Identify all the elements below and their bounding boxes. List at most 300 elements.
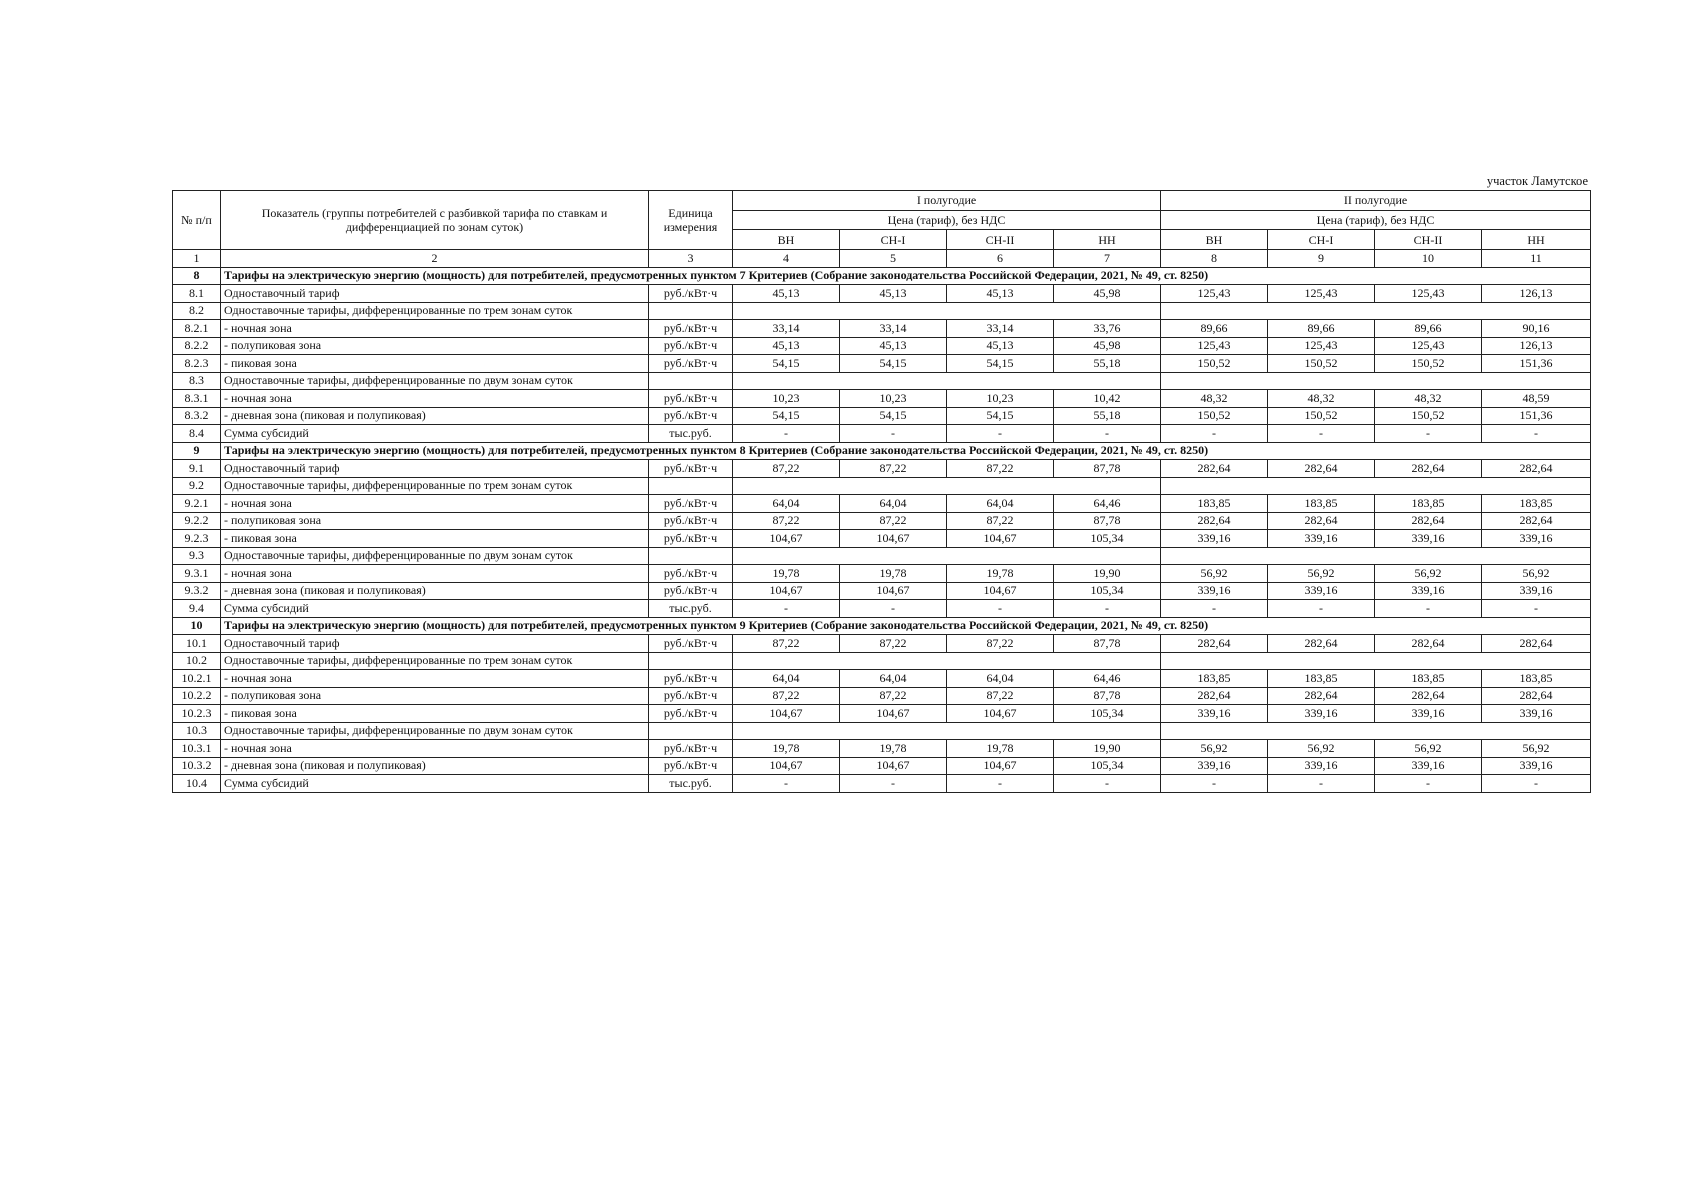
indicator-name: - ночная зона xyxy=(221,565,649,583)
unit-cell: руб./кВт·ч xyxy=(649,530,733,548)
tariff-value: 104,67 xyxy=(733,757,840,775)
column-number: 10 xyxy=(1375,250,1482,268)
empty-cell xyxy=(733,722,1161,740)
tariff-value: 89,66 xyxy=(1268,320,1375,338)
tariff-value: 56,92 xyxy=(1161,565,1268,583)
group-row xyxy=(173,547,1591,565)
row-number: 8.3.2 xyxy=(173,407,221,425)
section-title: Тарифы на электрическую энергию (мощность) для потребителей, предусмотренных пунктом 8 Критериев (Собрание законодательства Российской Федерации, 2021, № 49, ст. 8250) xyxy=(221,442,1591,460)
row-number: 8.2.2 xyxy=(173,337,221,355)
column-number: 11 xyxy=(1482,250,1591,268)
tariff-value: 105,34 xyxy=(1054,757,1161,775)
tariff-value: 282,64 xyxy=(1161,687,1268,705)
unit-cell: руб./кВт·ч xyxy=(649,757,733,775)
tariff-value: 282,64 xyxy=(1268,687,1375,705)
tariff-value: 45,13 xyxy=(947,285,1054,303)
tariff-value: 183,85 xyxy=(1161,495,1268,513)
tariff-value: 104,67 xyxy=(840,757,947,775)
indicator-name: - пиковая зона xyxy=(221,705,649,723)
header-indicator: Показатель (группы потребителей с разбивкой тарифа по ставкам и дифференциацией по зонам суток) xyxy=(221,191,649,250)
header-level-vn-1: ВН xyxy=(733,230,840,250)
tariff-value: 56,92 xyxy=(1375,565,1482,583)
indicator-name: Одноставочный тариф xyxy=(221,460,649,478)
tariff-value: 105,34 xyxy=(1054,705,1161,723)
indicator-name: Сумма субсидий xyxy=(221,425,649,443)
tariff-value: 282,64 xyxy=(1482,512,1591,530)
tariff-value: - xyxy=(1054,425,1161,443)
tariff-value: 183,85 xyxy=(1375,495,1482,513)
group-title: Одноставочные тарифы, дифференцированные по двум зонам суток xyxy=(221,372,649,390)
row-number: 10.3 xyxy=(173,722,221,740)
group-title: Одноставочные тарифы, дифференцированные по двум зонам суток xyxy=(221,722,649,740)
tariff-value: 56,92 xyxy=(1268,565,1375,583)
unit-cell: руб./кВт·ч xyxy=(649,687,733,705)
tariff-value: 64,46 xyxy=(1054,495,1161,513)
tariff-value: 104,67 xyxy=(840,582,947,600)
tariff-value: 282,64 xyxy=(1482,687,1591,705)
tariff-value: 48,32 xyxy=(1375,390,1482,408)
header-level-vn-2: ВН xyxy=(1161,230,1268,250)
tariff-value: 64,04 xyxy=(947,670,1054,688)
group-title: Одноставочные тарифы, дифференцированные по двум зонам суток xyxy=(221,547,649,565)
table-row xyxy=(173,425,1591,443)
column-number: 6 xyxy=(947,250,1054,268)
tariff-value: - xyxy=(733,775,840,793)
tariff-value: 104,67 xyxy=(733,582,840,600)
tariff-value: 104,67 xyxy=(733,705,840,723)
row-number: 8 xyxy=(173,267,221,285)
tariff-value: 64,04 xyxy=(733,495,840,513)
tariff-value: 151,36 xyxy=(1482,407,1591,425)
header-half-1: I полугодие xyxy=(733,191,1161,211)
tariff-value: - xyxy=(1482,425,1591,443)
tariff-value: 104,67 xyxy=(947,582,1054,600)
group-row xyxy=(173,372,1591,390)
tariff-value: - xyxy=(1482,775,1591,793)
header-level-sn1-2: СН-I xyxy=(1268,230,1375,250)
tariff-value: 54,15 xyxy=(733,355,840,373)
empty-cell xyxy=(1161,302,1591,320)
indicator-name: - ночная зона xyxy=(221,740,649,758)
tariff-value: 183,85 xyxy=(1161,670,1268,688)
table-row xyxy=(173,565,1591,583)
tariff-value: 54,15 xyxy=(947,407,1054,425)
row-number: 9.2.2 xyxy=(173,512,221,530)
tariff-value: 183,85 xyxy=(1268,670,1375,688)
tariff-value: 64,04 xyxy=(840,670,947,688)
tariff-value: 282,64 xyxy=(1375,512,1482,530)
tariff-value: 54,15 xyxy=(840,407,947,425)
tariff-value: 87,22 xyxy=(947,512,1054,530)
unit-cell: руб./кВт·ч xyxy=(649,565,733,583)
indicator-name: - пиковая зона xyxy=(221,355,649,373)
row-number: 9.3 xyxy=(173,547,221,565)
empty-cell xyxy=(733,477,1161,495)
tariff-value: 56,92 xyxy=(1375,740,1482,758)
indicator-name: - полупиковая зона xyxy=(221,512,649,530)
row-number: 10.2.2 xyxy=(173,687,221,705)
tariff-value: 64,46 xyxy=(1054,670,1161,688)
tariff-value: 19,78 xyxy=(947,565,1054,583)
tariff-value: 45,13 xyxy=(840,337,947,355)
group-row xyxy=(173,652,1591,670)
row-number: 9 xyxy=(173,442,221,460)
tariff-value: 87,22 xyxy=(840,512,947,530)
unit-cell: руб./кВт·ч xyxy=(649,495,733,513)
tariff-value: 45,98 xyxy=(1054,337,1161,355)
tariff-value: 19,78 xyxy=(840,565,947,583)
table-row xyxy=(173,530,1591,548)
group-row xyxy=(173,722,1591,740)
indicator-name: Сумма субсидий xyxy=(221,600,649,618)
group-row xyxy=(173,477,1591,495)
tariff-value: 89,66 xyxy=(1375,320,1482,338)
section-row xyxy=(173,617,1591,635)
tariff-value: 33,14 xyxy=(733,320,840,338)
tariff-value: 19,78 xyxy=(840,740,947,758)
table-row xyxy=(173,390,1591,408)
tariff-value: 87,22 xyxy=(840,687,947,705)
tariff-value: 125,43 xyxy=(1375,337,1482,355)
tariff-value: 282,64 xyxy=(1161,512,1268,530)
table-row xyxy=(173,582,1591,600)
tariff-value: 282,64 xyxy=(1268,635,1375,653)
row-number: 8.2.3 xyxy=(173,355,221,373)
group-title: Одноставочные тарифы, дифференцированные по трем зонам суток xyxy=(221,477,649,495)
table-row xyxy=(173,687,1591,705)
unit-cell: тыс.руб. xyxy=(649,775,733,793)
column-number: 3 xyxy=(649,250,733,268)
tariff-value: 339,16 xyxy=(1375,530,1482,548)
empty-cell xyxy=(1161,477,1591,495)
tariff-value: 339,16 xyxy=(1482,530,1591,548)
tariff-value: 150,52 xyxy=(1268,407,1375,425)
empty-cell xyxy=(733,302,1161,320)
header-level-sn1-1: СН-I xyxy=(840,230,947,250)
table-row xyxy=(173,740,1591,758)
tariff-value: 87,78 xyxy=(1054,512,1161,530)
tariff-value: 33,14 xyxy=(947,320,1054,338)
tariff-value: - xyxy=(1268,600,1375,618)
tariff-value: 87,22 xyxy=(947,687,1054,705)
tariff-value: 19,78 xyxy=(947,740,1054,758)
header-level-sn2-1: СН-II xyxy=(947,230,1054,250)
unit-cell: руб./кВт·ч xyxy=(649,705,733,723)
tariff-value: 64,04 xyxy=(840,495,947,513)
indicator-name: - дневная зона (пиковая и полупиковая) xyxy=(221,757,649,775)
unit-cell: тыс.руб. xyxy=(649,425,733,443)
tariff-value: 126,13 xyxy=(1482,337,1591,355)
tariff-value: 45,98 xyxy=(1054,285,1161,303)
tariff-value: 125,43 xyxy=(1268,285,1375,303)
tariff-value: 183,85 xyxy=(1482,670,1591,688)
tariff-value: 48,32 xyxy=(1161,390,1268,408)
tariff-value: 87,78 xyxy=(1054,687,1161,705)
table-row xyxy=(173,495,1591,513)
table-row xyxy=(173,355,1591,373)
tariff-value: 339,16 xyxy=(1375,757,1482,775)
header-num: № п/п xyxy=(173,191,221,250)
row-number: 10.2.1 xyxy=(173,670,221,688)
tariff-value: 339,16 xyxy=(1482,582,1591,600)
region-label: участок Ламутское xyxy=(1486,174,1588,188)
group-row xyxy=(173,302,1591,320)
tariff-value: 339,16 xyxy=(1375,582,1482,600)
tariff-value: 87,22 xyxy=(733,460,840,478)
row-number: 8.3 xyxy=(173,372,221,390)
tariff-value: 87,22 xyxy=(733,512,840,530)
tariff-value: 54,15 xyxy=(733,407,840,425)
table-row xyxy=(173,757,1591,775)
table-row xyxy=(173,600,1591,618)
table-row xyxy=(173,635,1591,653)
column-number-row xyxy=(173,250,1591,268)
tariff-value: - xyxy=(733,425,840,443)
tariff-value: - xyxy=(1161,425,1268,443)
tariff-value: 54,15 xyxy=(947,355,1054,373)
tariff-value: 150,52 xyxy=(1161,407,1268,425)
tariff-value: 45,13 xyxy=(840,285,947,303)
tariff-value: 87,78 xyxy=(1054,635,1161,653)
tariff-value: 19,78 xyxy=(733,565,840,583)
tariff-value: 19,90 xyxy=(1054,565,1161,583)
header-level-nn-2: НН xyxy=(1482,230,1591,250)
section-row xyxy=(173,267,1591,285)
group-title: Одноставочные тарифы, дифференцированные по трем зонам суток xyxy=(221,302,649,320)
tariff-value: 150,52 xyxy=(1375,355,1482,373)
tariff-value: 33,76 xyxy=(1054,320,1161,338)
tariff-value: 87,22 xyxy=(733,687,840,705)
header-row-1 xyxy=(173,191,1591,211)
tariff-value: 64,04 xyxy=(947,495,1054,513)
tariff-value: 87,22 xyxy=(840,460,947,478)
tariff-value: 105,34 xyxy=(1054,582,1161,600)
header-unit: Единица измерения xyxy=(649,191,733,250)
unit-cell xyxy=(649,477,733,495)
tariff-value: 87,22 xyxy=(947,460,1054,478)
header-price-2: Цена (тариф), без НДС xyxy=(1161,210,1591,230)
tariff-value: 339,16 xyxy=(1161,757,1268,775)
tariff-value: 339,16 xyxy=(1482,757,1591,775)
group-title: Одноставочные тарифы, дифференцированные по трем зонам суток xyxy=(221,652,649,670)
tariff-value: 282,64 xyxy=(1268,512,1375,530)
tariff-value: 48,59 xyxy=(1482,390,1591,408)
indicator-name: - ночная зона xyxy=(221,390,649,408)
table-row xyxy=(173,337,1591,355)
indicator-name: - ночная зона xyxy=(221,670,649,688)
row-number: 10.3.2 xyxy=(173,757,221,775)
tariff-value: 87,22 xyxy=(947,635,1054,653)
unit-cell xyxy=(649,547,733,565)
tariff-value: 282,64 xyxy=(1482,460,1591,478)
section-row xyxy=(173,442,1591,460)
table-row xyxy=(173,705,1591,723)
tariff-value: 150,52 xyxy=(1268,355,1375,373)
tariff-value: 56,92 xyxy=(1482,565,1591,583)
tariff-value: 104,67 xyxy=(840,705,947,723)
tariff-value: 104,67 xyxy=(733,530,840,548)
tariff-value: - xyxy=(1375,775,1482,793)
tariff-value: 339,16 xyxy=(1268,530,1375,548)
row-number: 9.2.3 xyxy=(173,530,221,548)
unit-cell: руб./кВт·ч xyxy=(649,355,733,373)
tariff-value: 48,32 xyxy=(1268,390,1375,408)
tariff-value: 54,15 xyxy=(840,355,947,373)
row-number: 10.1 xyxy=(173,635,221,653)
tariff-value: - xyxy=(840,775,947,793)
tariff-value: 10,42 xyxy=(1054,390,1161,408)
table-row xyxy=(173,670,1591,688)
tariff-value: 87,22 xyxy=(840,635,947,653)
indicator-name: - полупиковая зона xyxy=(221,337,649,355)
tariff-value: 125,43 xyxy=(1161,337,1268,355)
tariff-value: 56,92 xyxy=(1161,740,1268,758)
tariff-value: 87,22 xyxy=(733,635,840,653)
table-row xyxy=(173,512,1591,530)
document-sheet xyxy=(172,174,1590,793)
unit-cell: руб./кВт·ч xyxy=(649,582,733,600)
unit-cell: руб./кВт·ч xyxy=(649,512,733,530)
tariff-value: - xyxy=(1268,425,1375,443)
tariff-value: - xyxy=(1482,600,1591,618)
table-row xyxy=(173,775,1591,793)
tariff-value: 104,67 xyxy=(947,705,1054,723)
empty-cell xyxy=(1161,652,1591,670)
section-title: Тарифы на электрическую энергию (мощность) для потребителей, предусмотренных пунктом 9 Критериев (Собрание законодательства Российской Федерации, 2021, № 49, ст. 8250) xyxy=(221,617,1591,635)
tariff-value: 104,67 xyxy=(947,757,1054,775)
tariff-value: 183,85 xyxy=(1375,670,1482,688)
unit-cell: руб./кВт·ч xyxy=(649,285,733,303)
indicator-name: Одноставочный тариф xyxy=(221,635,649,653)
tariff-value: - xyxy=(947,425,1054,443)
empty-cell xyxy=(1161,372,1591,390)
tariff-value: 282,64 xyxy=(1161,460,1268,478)
tariff-value: - xyxy=(1161,600,1268,618)
header-level-nn-1: НН xyxy=(1054,230,1161,250)
indicator-name: - ночная зона xyxy=(221,320,649,338)
empty-cell xyxy=(1161,722,1591,740)
row-number: 10.3.1 xyxy=(173,740,221,758)
indicator-name: Сумма субсидий xyxy=(221,775,649,793)
tariff-value: 282,64 xyxy=(1375,687,1482,705)
header-level-sn2-2: СН-II xyxy=(1375,230,1482,250)
tariff-value: 89,66 xyxy=(1161,320,1268,338)
tariff-value: 339,16 xyxy=(1268,757,1375,775)
unit-cell: руб./кВт·ч xyxy=(649,320,733,338)
tariff-value: 125,43 xyxy=(1268,337,1375,355)
tariff-value: - xyxy=(840,600,947,618)
tariff-value: - xyxy=(1268,775,1375,793)
table-row xyxy=(173,320,1591,338)
tariff-value: 90,16 xyxy=(1482,320,1591,338)
tariff-value: 55,18 xyxy=(1054,407,1161,425)
unit-cell xyxy=(649,302,733,320)
unit-cell: руб./кВт·ч xyxy=(649,337,733,355)
tariff-value: 151,36 xyxy=(1482,355,1591,373)
tariff-value: 183,85 xyxy=(1268,495,1375,513)
row-number: 9.2.1 xyxy=(173,495,221,513)
empty-cell xyxy=(733,547,1161,565)
unit-cell xyxy=(649,372,733,390)
row-number: 10.2.3 xyxy=(173,705,221,723)
tariff-value: 126,13 xyxy=(1482,285,1591,303)
tariff-value: 282,64 xyxy=(1161,635,1268,653)
column-number: 9 xyxy=(1268,250,1375,268)
tariff-value: - xyxy=(1054,775,1161,793)
unit-cell: руб./кВт·ч xyxy=(649,635,733,653)
table-row xyxy=(173,285,1591,303)
indicator-name: - ночная зона xyxy=(221,495,649,513)
tariff-value: - xyxy=(1375,600,1482,618)
row-number: 9.2 xyxy=(173,477,221,495)
table-body xyxy=(173,191,1591,793)
tariff-value: 45,13 xyxy=(733,337,840,355)
tariff-value: 183,85 xyxy=(1482,495,1591,513)
row-number: 10.4 xyxy=(173,775,221,793)
empty-cell xyxy=(733,372,1161,390)
unit-cell: руб./кВт·ч xyxy=(649,390,733,408)
tariff-value: 10,23 xyxy=(840,390,947,408)
unit-cell: руб./кВт·ч xyxy=(649,740,733,758)
row-number: 9.3.2 xyxy=(173,582,221,600)
tariff-value: 10,23 xyxy=(733,390,840,408)
tariff-value: 125,43 xyxy=(1161,285,1268,303)
tariff-value: 339,16 xyxy=(1482,705,1591,723)
row-number: 9.4 xyxy=(173,600,221,618)
row-number: 8.3.1 xyxy=(173,390,221,408)
row-number: 8.4 xyxy=(173,425,221,443)
unit-cell: тыс.руб. xyxy=(649,600,733,618)
unit-cell: руб./кВт·ч xyxy=(649,670,733,688)
column-number: 4 xyxy=(733,250,840,268)
unit-cell xyxy=(649,652,733,670)
column-number: 5 xyxy=(840,250,947,268)
tariff-value: 282,64 xyxy=(1482,635,1591,653)
tariff-value: 56,92 xyxy=(1268,740,1375,758)
tariff-value: 87,78 xyxy=(1054,460,1161,478)
tariff-value: 282,64 xyxy=(1375,635,1482,653)
empty-cell xyxy=(733,652,1161,670)
indicator-name: - пиковая зона xyxy=(221,530,649,548)
tariff-value: 64,04 xyxy=(733,670,840,688)
tariff-value: - xyxy=(840,425,947,443)
unit-cell: руб./кВт·ч xyxy=(649,460,733,478)
tariff-value: - xyxy=(947,775,1054,793)
tariff-value: 339,16 xyxy=(1268,705,1375,723)
indicator-name: - дневная зона (пиковая и полупиковая) xyxy=(221,407,649,425)
header-price-1: Цена (тариф), без НДС xyxy=(733,210,1161,230)
row-number: 10 xyxy=(173,617,221,635)
tariff-value: - xyxy=(947,600,1054,618)
tariff-value: 19,78 xyxy=(733,740,840,758)
column-number: 1 xyxy=(173,250,221,268)
tariff-value: - xyxy=(1054,600,1161,618)
tariff-table xyxy=(172,190,1591,793)
tariff-value: 104,67 xyxy=(840,530,947,548)
tariff-value: 339,16 xyxy=(1268,582,1375,600)
tariff-value: 150,52 xyxy=(1375,407,1482,425)
row-number: 8.2 xyxy=(173,302,221,320)
tariff-value: 105,34 xyxy=(1054,530,1161,548)
row-number: 8.2.1 xyxy=(173,320,221,338)
column-number: 2 xyxy=(221,250,649,268)
tariff-value: 282,64 xyxy=(1268,460,1375,478)
tariff-value: 45,13 xyxy=(733,285,840,303)
unit-cell xyxy=(649,722,733,740)
section-title: Тарифы на электрическую энергию (мощность) для потребителей, предусмотренных пунктом 7 Критериев (Собрание законодательства Российской Федерации, 2021, № 49, ст. 8250) xyxy=(221,267,1591,285)
table-row xyxy=(173,460,1591,478)
column-number: 8 xyxy=(1161,250,1268,268)
